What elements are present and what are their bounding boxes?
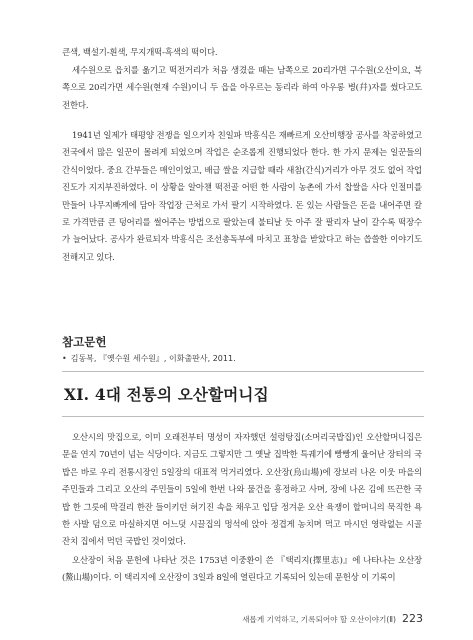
paragraph-top-1: 큰색, 백설기-흰색, 무지개떡-흑색의 떡이다.	[62, 47, 218, 57]
paragraph-top-2: 세수원으로 읍치를 옮기고 떡전거리가 처음 생겼을 때는 남쪽으로 20리가면 구수원(오산이요, 북쪽으로 20리가면 세수원(현재 수원)이니 두 읍을 아우르는 동리라 하여 아우롱 병(幷)자를 썼다고도 전한다.	[62, 65, 422, 110]
references-heading: 참고문헌	[62, 335, 107, 349]
page-number: 223	[402, 612, 423, 625]
footer-running-title: 새롭게 기억하고, 기록되어야 할 오산이야기(Ⅱ)	[242, 615, 396, 624]
reference-item	[62, 353, 236, 364]
paragraph-bottom-2: 오산장이 처음 문헌에 나타난 것은 1753년 이중환이 쓴 『택리지(擇里志)』에 나타나는 오산장(鰲山場)이다. 이 택리지에 오산장이 3일과 8일에 열린다고 기록되어 있는데 문헌상 이 기록이	[62, 555, 422, 583]
page-footer	[242, 612, 423, 625]
bullet-icon: •	[62, 354, 67, 363]
chapter-header	[62, 371, 424, 417]
paragraph-bottom-1: 오산시의 맛집으로, 이미 오래전부터 명성이 자자했던 설렁탕집(소머리국밥집)인 오산할머니집은 문을 연지 70년이 넘는 식당이다. 지금도 그렇지만 그 옛날 집박한 특궤기에 빵빵게 울어난 장터의 국밥은 바로 우리 전통시장인 5일장의 대표적 먹거리였다. 오산장(烏山場)에 장보러 나온 이웃 마을의 주민들과 그리고 오산의 주민들이 5일에 한번 나와 물건을 흥정하고 사며, 장에 나온 김에 뜨끈한 국밥 한 그릇에 막걸리 한잔 들이키던 허기진 속을 채우고 입담 정겨운 오산 육쟁이 할머니의 묵직한 욕 한 사발 덤으로 마실하지면 어느덧 시끌집의 멍석에 앉아 정겹게 농치며 먹고 마시던 영락없는 시골 잔치 집에서 먹던 국밥인 것이었다.	[62, 432, 422, 547]
chapter-title: XI. 4대 전통의 오산할머니집	[64, 385, 269, 404]
reference-text: 김동복, 『옛수원 세수원』, 이화출판사, 2011.	[70, 354, 236, 363]
paragraph-top-3: 1941년 일제가 태평양 전쟁을 일으키자 친일파 박흥식은 재빠르게 오산비행장 공사를 착공하였고 전국에서 많은 일꾼이 몰려게 되었으며 작업은 순조롭게 진행되었다 한다. 한 가지 문제는 일꾼들의 간식이었다. 중요 간부들은 매인이었고, 배급 쌀을 지급할 때라 새참(간식)거리가 아무 것도 없어 작업진도가 지지부진하였다. 이 상황을 알아챈 떡전골 어떤 한 사람이 농촌에 가서 찹쌀을 사다 인절미를 만들어 나무지빠게에 담아 작업장 근처로 가서 팔기 시작하였다. 돈 있는 사람들은 돈을 내어주면 칼로 가격만큼 큰 덩어리를 썰어주는 방법으로 팔았는데 불티날 듯 아주 잘 팔리자 날이 갈수록 떡장수가 늘어났다. 공사가 완료되자 박흥식은 조선총독부에 마치고 표창을 받았다고 하는 씁쓸한 이야기도 전해지고 있다.	[62, 130, 422, 262]
